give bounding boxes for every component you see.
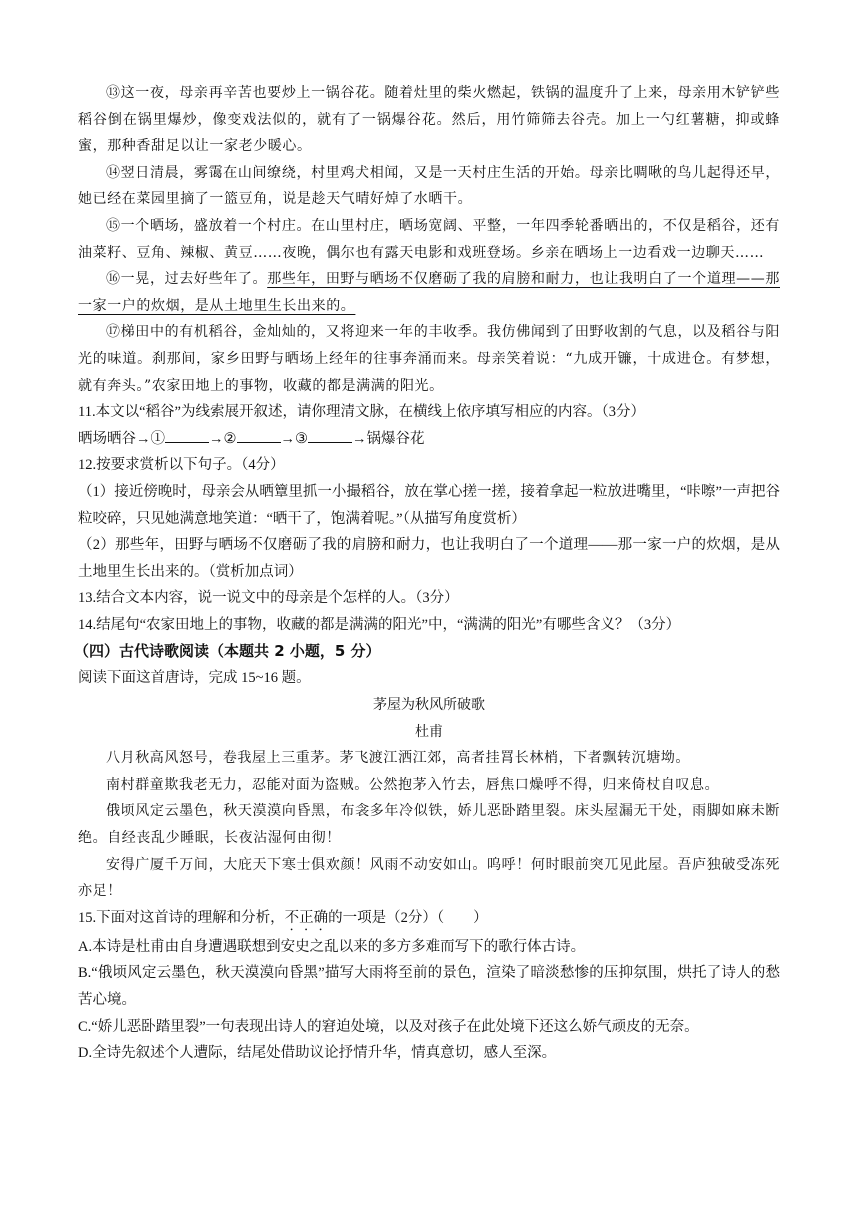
question-13: 13.结合文本内容，说一说文中的母亲是个怎样的人。（3分）: [78, 590, 459, 607]
option-d: D.全诗先叙述个人遭际，结尾处借助议论抒情升华，情真意切，感人至深。: [78, 1045, 557, 1062]
question-15-pre: 15.下面对这首诗的理解和分析，: [78, 909, 285, 926]
paragraph-17: ⑰梯田中的有机稻谷，金灿灿的，又将迎来一年的丰收季。我仿佛闻到了田野收割的气息，以及稻谷与阳光的味道。刹那间，家乡田野与晒场上经年的往事奔涌而来。母亲笑着说：“九成开镰，十成进仓。有梦想，就有奔头。”农家田地上的事物，收藏的都是满满的阳光。: [78, 324, 780, 394]
flow-arrow-2: →②: [209, 430, 237, 447]
paragraph-16-lead: ⑯一晃，过去好些年了。: [106, 271, 268, 288]
option-a: A.本诗是杜甫由自身遭遇联想到安史之乱以来的多方多难而写下的歌行体古诗。: [78, 938, 586, 955]
option-b: B.“俄顷风定云墨色，秋天漠漠向昏黑”描写大雨将至前的景色，渲染了暗淡愁惨的压抑氛围，烘托了诗人的愁苦心境。: [78, 965, 780, 1008]
section-4-intro: 阅读下面这首唐诗，完成 15~16 题。: [78, 670, 311, 687]
question-11-flow: [78, 426, 780, 453]
answer-blank-1[interactable]: [165, 428, 209, 443]
poem-stanza-1: 八月秋高风怒号，卷我屋上三重茅。茅飞渡江洒江郊，高者挂罥长林梢，下者飘转沉塘坳。: [106, 750, 690, 767]
flow-end: →锅爆谷花: [352, 430, 425, 447]
question-11: 11.本文以“稻谷”为线索展开叙述，请你理清文脉，在横线上依序填写相应的内容。（3分）: [78, 404, 645, 421]
flow-arrow-3: →③: [280, 430, 308, 447]
answer-blank-3[interactable]: [308, 428, 352, 443]
question-12-1: （1）接近傍晚时，母亲会从晒簟里抓一小撮稻谷，放在掌心搓一搓，接着拿起一粒放进嘴里，“咔嚓”一声把谷粒咬碎，只见她满意地笑道：“晒干了，饱满着呢。”（从描写角度赏析）: [78, 483, 780, 527]
section-4-title: （四）古代诗歌阅读（本题共 2 小题，5 分）: [74, 642, 381, 661]
option-c: C.“娇儿恶卧踏里裂”一句表现出诗人的窘迫处境，以及对孩子在此处境下还这么娇气顽皮的无奈。: [78, 1018, 699, 1035]
question-15-post: 的一项是（2分）（ ）: [328, 909, 488, 926]
question-14: 14.结尾句“农家田地上的事物，收藏的都是满满的阳光”中，“满满的阳光”有哪些含义？（3分）: [78, 616, 681, 633]
paragraph-14: ⑭翌日清晨，雾霭在山间缭绕，村里鸡犬相闻，又是一天村庄生活的开始。母亲比啁啾的鸟儿起得还早，她已经在菜园里摘了一篮豆角，说是趁天气晴好焯了水晒干。: [78, 164, 780, 208]
question-12: 12.按要求赏析以下句子。（4分）: [78, 457, 285, 474]
paragraph-13: ⑬这一夜，母亲再辛苦也要炒上一锅谷花。随着灶里的柴火燃起，铁锅的温度升了上来，母亲用木铲铲些稻谷倒在锅里爆炒，像变戏法似的，就有了一锅爆谷花。然后，用竹筛筛去谷壳。加上一勺红薯糖，抑或蜂蜜，那种香甜足以让一家老少暖心。: [78, 85, 780, 155]
question-15: [78, 905, 780, 934]
poem-stanza-4: 安得广厦千万间，大庇天下寒士俱欢颜！风雨不动安如山。呜呼！何时眼前突兀见此屋。吾庐独破受冻死亦足！: [78, 856, 780, 900]
poem-stanza-2: 南村群童欺我老无力，忍能对面为盗贼。公然抱茅入竹去，唇焦口燥呼不得，归来倚杖自叹息。: [106, 776, 720, 793]
underlined-sentence: 那些年，田野与晒场不仅磨砺了我的肩膀和耐力，也让我明白了一个道理——那一家一户的炊烟，是从土地里生长出来的。: [78, 271, 780, 314]
answer-blank-2[interactable]: [237, 428, 281, 443]
paragraph-16: [78, 266, 780, 319]
question-15-emphasis: 不正确: [284, 909, 329, 926]
question-12-2: （2）那些年，田野与晒场不仅磨砺了我的肩膀和耐力，也让我明白了一个道理——那一家一户的炊烟，是从土地里生长出来的。（赏析加点词）: [78, 537, 780, 580]
poem-stanza-3: 俄顷风定云墨色，秋天漠漠向昏黑，布衾多年冷似铁，娇儿恶卧踏里裂。床头屋漏无干处，雨脚如麻未断绝。自经丧乱少睡眠，长夜沾湿何由彻！: [78, 803, 780, 847]
poem-author: 杜甫: [415, 723, 443, 740]
flow-start: 晒场晒谷→①: [78, 430, 165, 447]
poem-title: 茅屋为秋风所破歌: [373, 697, 485, 714]
paragraph-15: ⑮一个晒场，盛放着一个村庄。在山里村庄，晒场宽阔、平整，一年四季轮番晒出的，不仅是稻谷，还有油菜籽、豆角、辣椒、黄豆……夜晚，偶尔也有露天电影和戏班登场。乡亲在晒场上一边看戏一边聊天……: [78, 217, 780, 261]
